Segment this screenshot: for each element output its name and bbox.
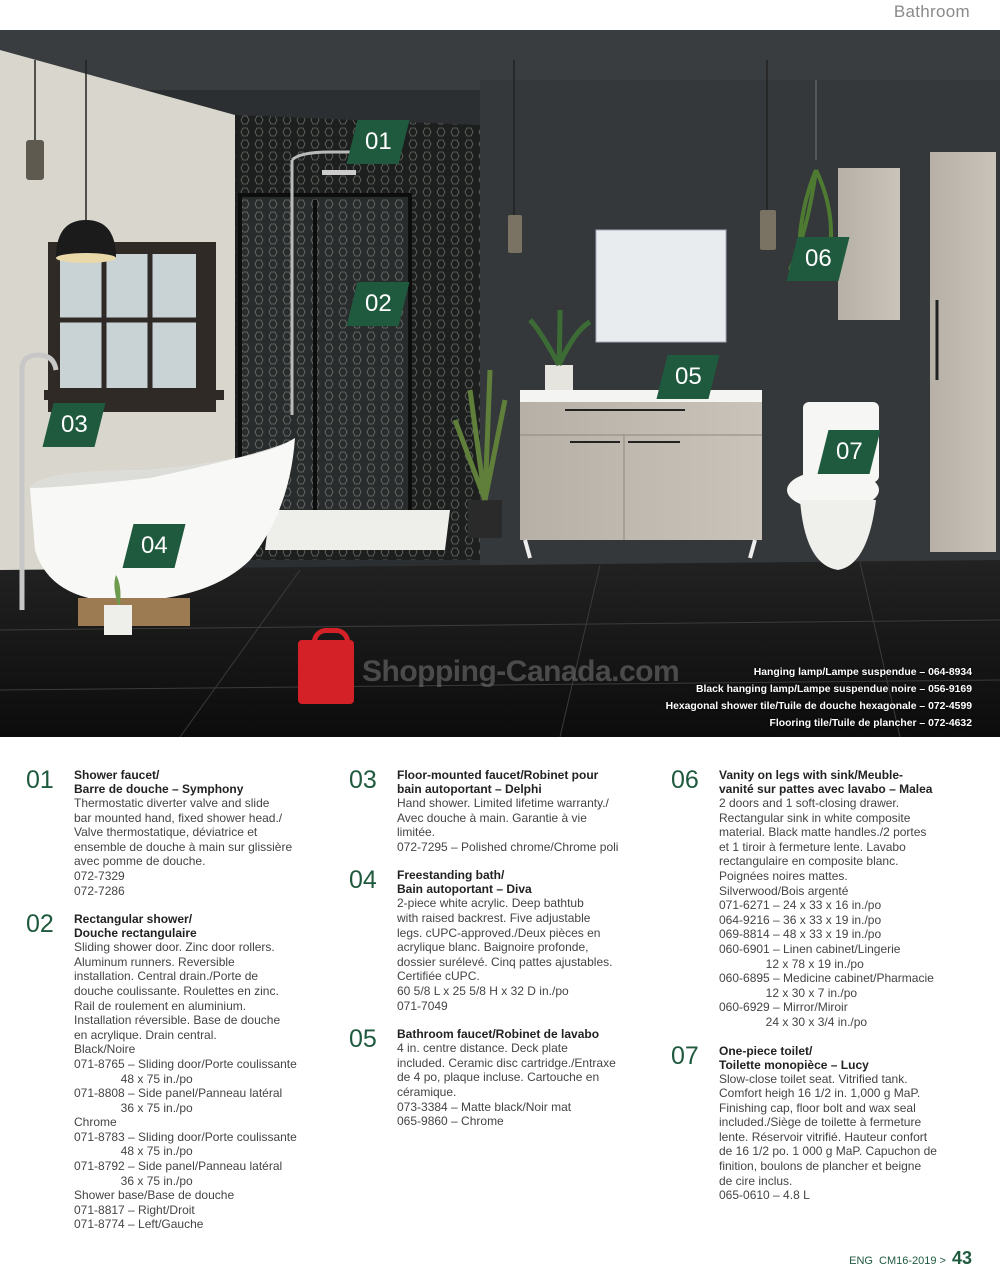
product-number: 07 bbox=[671, 1041, 699, 1070]
photo-sku: Hexagonal shower tile/Tuile de douche hexagonale – 072-4599 bbox=[665, 701, 972, 712]
callout-marker: 06 bbox=[787, 237, 850, 281]
product-column-1 bbox=[26, 768, 336, 1246]
product-item-01 bbox=[26, 768, 336, 898]
product-title: Freestanding bath/ Bain autoportant – Diva bbox=[397, 868, 532, 897]
product-column-3 bbox=[671, 768, 976, 1217]
product-title: Shower faucet/ Barre de douche – Symphony bbox=[74, 768, 244, 796]
product-number: 05 bbox=[349, 1025, 377, 1054]
product-item-05 bbox=[349, 1027, 661, 1129]
section-title: Bathroom bbox=[893, 2, 970, 21]
product-column-2 bbox=[349, 768, 661, 1143]
product-description: 2-piece white acrylic. Deep bathtub with raised backrest. Five adjustable legs. cUPC-approved./Deux pièces en acrylique blanc. Baignoire profonde, dossier surélevé. Cinq pattes ajustables. Certifiée cUPC. bbox=[397, 896, 613, 984]
shopping-bag-icon bbox=[298, 640, 354, 704]
bathroom-scene-illustration bbox=[0, 30, 1000, 737]
callout-marker: 02 bbox=[347, 282, 410, 326]
photo-sku: Black hanging lamp/Lampe suspendue noire – 056-9169 bbox=[695, 684, 972, 695]
product-title: Bathroom faucet/Robinet de lavabo bbox=[397, 1027, 600, 1042]
product-sku-lines: 065-0610 – 4.8 L bbox=[719, 1188, 810, 1203]
product-title: Vanity on legs with sink/Meuble- vanité sur pattes avec lavabo – Malea bbox=[719, 768, 933, 796]
photo-sku-list bbox=[666, 664, 972, 732]
product-item-03 bbox=[349, 768, 661, 854]
product-description: Sliding shower door. Zinc door rollers. Aluminum runners. Reversible installation. Central drain./Porte de douche coulissante. Roulettes en zinc. Rail de roulement en aluminium. Installation réversible. Base de douche en acrylique. Drain central. bbox=[74, 940, 281, 1042]
callout-marker: 01 bbox=[347, 120, 410, 164]
callout-marker: 05 bbox=[657, 355, 720, 399]
language-label: ENG bbox=[849, 1255, 873, 1267]
product-number: 03 bbox=[349, 766, 377, 794]
watermark bbox=[298, 640, 679, 704]
callout-marker: 07 bbox=[818, 430, 881, 474]
product-sku-lines: 072-7329 072-7286 bbox=[74, 868, 125, 898]
product-number: 06 bbox=[671, 766, 699, 794]
product-description: Slow-close toilet seat. Vitrified tank. Comfort heigh 16 1/2 in. 1,000 g MaP. Finishing cap, floor bolt and wax seal included./Siège de toilette à fermeture lente. Réservoir vitrifié. Hauteur confort de 16 1/2 po. 1 000 g MaP. Capuchon de finition, boulons de plancher et beigne de cire inclus. bbox=[719, 1071, 937, 1188]
product-sku-lines: Black/Noire 071-8765 – Sliding door/Porte coulissante 48 x 75 in./po 071-8808 – Side panel/Panneau latéral 36 x 75 in./po Chrome 071-8783 – Sliding door/Porte coulissante 48 x 75 in./po 071-8792 – Side panel/Panneau latéral 36 x 75 in./po Shower base/Base de douche 071-8817 – Right/Droit 071-8774 – Left/Gauche bbox=[74, 1042, 297, 1232]
product-sku-lines: 072-7295 – Polished chrome/Chrome poli bbox=[397, 839, 619, 854]
watermark-text: Shopping-Canada.com bbox=[362, 655, 680, 688]
product-item-06 bbox=[671, 768, 976, 1030]
photo-sku: Flooring tile/Tuile de plancher – 072-4632 bbox=[769, 718, 972, 729]
callout-marker: 03 bbox=[43, 403, 106, 447]
catalog-code: CM16-2019 > bbox=[879, 1255, 946, 1267]
page-number: 43 bbox=[951, 1248, 972, 1268]
product-item-04 bbox=[349, 868, 661, 1013]
product-description: Hand shower. Limited lifetime warranty./ Avec douche à main. Garantie à vie limitée. bbox=[397, 796, 609, 840]
bathroom-photo bbox=[0, 30, 1000, 737]
product-description: 4 in. centre distance. Deck plate included. Ceramic disc cartridge./Entraxe de 4 po, plaque incluse. Cartouche en céramique. bbox=[397, 1041, 616, 1099]
product-number: 02 bbox=[26, 910, 54, 939]
product-title: One-piece toilet/ Toilette monopièce – Lucy bbox=[719, 1043, 869, 1072]
product-sku-lines: 071-6271 – 24 x 33 x 16 in./po 064-9216 – 36 x 33 x 19 in./po 069-8814 – 48 x 33 x 19 in./po 060-6901 – Linen cabinet/Lingerie 12 x 78 x 19 in./po 060-6895 – Medicine cabinet/Pharmacie 12 x 30 x 7 in./po 060-6929 – Mirror/Miroir 24 x 30 x 3/4 in./po bbox=[719, 898, 934, 1029]
product-description: 2 doors and 1 soft-closing drawer. Rectangular sink in white composite material. Black matte handles./2 portes et 1 tiroir à fermeture lente. Lavabo rectangulaire en composite blanc. Poignées noires mattes. Silverwood/Bois argenté bbox=[719, 796, 927, 898]
product-item-07 bbox=[671, 1041, 976, 1203]
product-title: Floor-mounted faucet/Robinet pour bain autoportant – Delphi bbox=[397, 768, 599, 796]
product-sku-lines: 60 5/8 L x 25 5/8 H x 32 D in./po 071-7049 bbox=[397, 983, 569, 1013]
product-description: Thermostatic diverter valve and slide bar mounted hand, fixed shower head./ Valve thermostatique, déviatrice et ensemble de douche à main sur glissière avec pomme de douche. bbox=[74, 796, 293, 869]
page-footer bbox=[849, 1248, 972, 1269]
product-number: 04 bbox=[349, 866, 377, 895]
product-number: 01 bbox=[26, 766, 54, 794]
photo-sku: Hanging lamp/Lampe suspendue – 064-8934 bbox=[753, 667, 972, 678]
product-item-02 bbox=[26, 912, 336, 1232]
product-title: Rectangular shower/ Douche rectangulaire bbox=[74, 912, 197, 941]
callout-marker: 04 bbox=[123, 524, 186, 568]
product-sku-lines: 073-3384 – Matte black/Noir mat 065-9860 – Chrome bbox=[397, 1099, 572, 1129]
